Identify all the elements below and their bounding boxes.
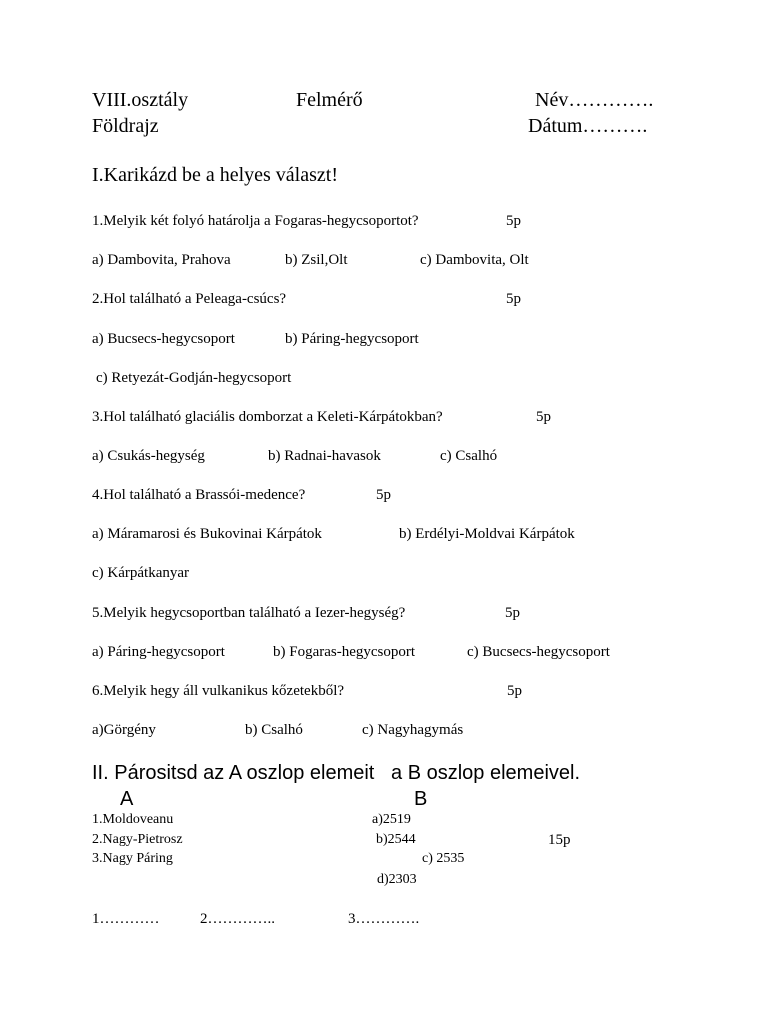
q5-answer-a: a) Páring-hegycsoport [92,644,225,660]
col-a-item-3: 3.Nagy Páring [92,851,173,866]
q2-answer-c: c) Retyezát-Godján-hegycsoport [96,370,292,386]
q5-answer-c: c) Bucsecs-hegycsoport [467,644,610,660]
q4-answer-a: a) Máramarosi és Bukovinai Kárpátok [92,526,322,542]
q2-answer-b: b) Páring-hegycsoport [285,331,419,347]
col-b-item-d: d)2303 [377,872,417,887]
answer-slot-1: 1………… [92,911,160,927]
question-4: 4.Hol található a Brassói-medence? [92,487,306,503]
q1-answer-a: a) Dambovita, Prahova [92,252,231,268]
question-5-points: 5p [505,605,520,621]
name-field: Név…………. [535,89,654,111]
q5-answer-b: b) Fogaras-hegycsoport [273,644,416,660]
q2-answer-a: a) Bucsecs-hegycsoport [92,331,235,347]
question-1-points: 5p [506,213,521,229]
col-a-item-1: 1.Moldoveanu [92,812,174,827]
q6-answer-a: a)Görgény [92,722,156,738]
question-5: 5.Melyik hegycsoportban található a Iezer-hegység? [92,605,406,621]
question-3: 3.Hol található glaciális domborzat a Keleti-Kárpátokban? [92,409,443,425]
q3-answer-a: a) Csukás-hegység [92,448,205,464]
answer-slot-2: 2………….. [200,911,275,927]
answer-slot-3: 3…………. [348,911,420,927]
question-2: 2.Hol található a Peleaga-csúcs? [92,291,287,307]
question-1: 1.Melyik két folyó határolja a Fogaras-hegycsoportot? [92,213,419,229]
q1-answer-b: b) Zsil,Olt [285,252,348,268]
q1-answer-c: c) Dambovita, Olt [420,252,529,268]
col-b-item-a: a)2519 [372,812,411,827]
q3-answer-b: b) Radnai-havasok [268,448,381,464]
question-3-points: 5p [536,409,551,425]
question-2-points: 5p [506,291,521,307]
subject-label: Földrajz [92,115,159,137]
col-b-item-c: c) 2535 [422,851,465,866]
col-b-item-b: b)2544 [376,832,416,847]
q6-answer-b: b) Csalhó [245,722,303,738]
class-label: VIII.osztály [92,89,189,111]
column-a-heading: A [120,788,134,810]
question-6-points: 5p [507,683,522,699]
q4-answer-c: c) Kárpátkanyar [92,565,190,581]
date-field: Dátum………. [528,115,648,137]
column-b-heading: B [414,788,428,810]
section2-points: 15p [548,832,571,848]
question-4-points: 5p [376,487,391,503]
section1-title: I.Karikázd be a helyes választ! [92,164,338,186]
q6-answer-c: c) Nagyhagymás [362,722,464,738]
section2-title: II. Párositsd az A oszlop elemeit a B oszlop elemeivel. [92,762,581,784]
question-6: 6.Melyik hegy áll vulkanikus kőzetekből? [92,683,345,699]
test-label: Felmérő [296,89,363,111]
q3-answer-c: c) Csalhó [440,448,498,464]
col-a-item-2: 2.Nagy-Pietrosz [92,832,183,847]
q4-answer-b: b) Erdélyi-Moldvai Kárpátok [399,526,575,542]
